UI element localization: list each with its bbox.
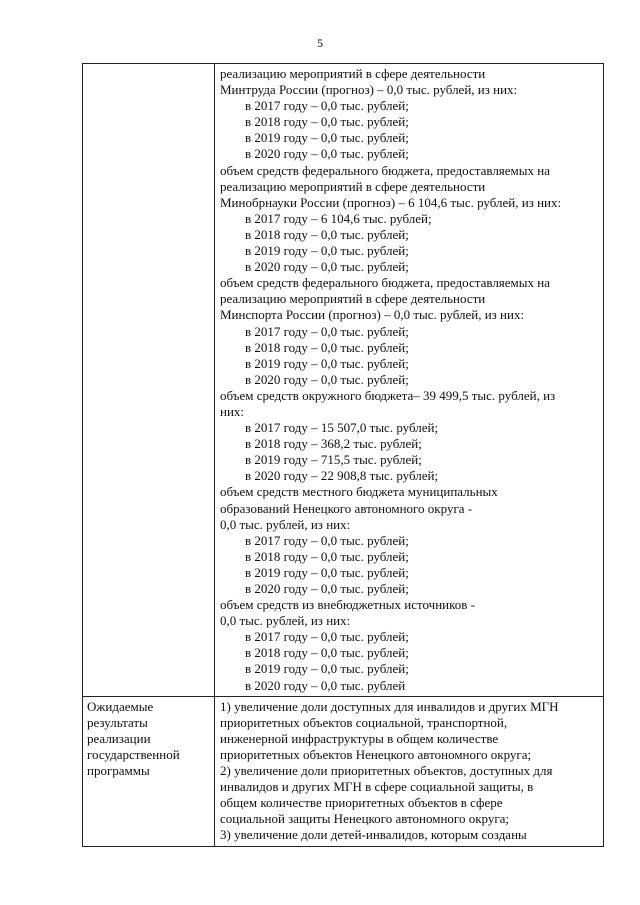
text-line: в 2019 году – 0,0 тыс. рублей; — [245, 661, 409, 677]
page-number: 5 — [317, 36, 323, 50]
text-line: приоритетных объектов Ненецкого автономного округа; — [220, 746, 532, 762]
text-line: программы — [87, 763, 150, 779]
program-passport-table — [82, 63, 604, 847]
text-line: объем средств федерального бюджета, предоставляемых на — [220, 162, 550, 178]
text-line: в 2017 году – 0,0 тыс. рублей; — [245, 98, 409, 114]
text-line: в 2020 году – 22 908,8 тыс. рублей; — [245, 468, 439, 484]
text-line: в 2020 году – 0,0 тыс. рублей; — [245, 146, 409, 162]
funding-label-cell — [83, 64, 215, 697]
text-line: результаты — [87, 714, 148, 730]
text-line: объем средств из внебюджетных источников - — [220, 597, 475, 613]
text-line: приоритетных объектов социальной, транспортной, — [220, 714, 508, 730]
text-line: в 2019 году – 0,0 тыс. рублей; — [245, 243, 409, 259]
text-line: объем средств федерального бюджета, предоставляемых на — [220, 275, 550, 291]
text-line: общем количестве приоритетных объектов в сфере — [220, 795, 503, 811]
text-line: в 2020 году – 0,0 тыс. рублей; — [245, 581, 409, 596]
text-line: Минобрнауки России (прогноз) – 6 104,6 тыс. рублей, из них: — [220, 194, 562, 210]
text-line: в 2018 году – 0,0 тыс. рублей; — [245, 114, 409, 130]
text-line: в 2020 году – 0,0 тыс. рублей; — [245, 371, 409, 387]
text-line: 0,0 тыс. рублей, из них: — [220, 613, 351, 629]
text-line: в 2017 году – 6 104,6 тыс. рублей; — [245, 210, 432, 226]
text-line: в 2019 году – 0,0 тыс. рублей; — [245, 130, 409, 146]
text-line: в 2019 году – 715,5 тыс. рублей; — [245, 452, 422, 468]
text-line: в 2018 году – 0,0 тыс. рублей; — [245, 645, 409, 661]
text-line: в 2018 году – 368,2 тыс. рублей; — [245, 436, 422, 452]
text-line: 2) увеличение доли приоритетных объектов, доступных для — [220, 763, 553, 779]
text-line: образований Ненецкого автономного округа - — [220, 500, 473, 516]
text-line: объем средств местного бюджета муниципальных — [220, 484, 498, 500]
text-line: 3) увеличение доли детей-инвалидов, которым созданы — [220, 827, 527, 843]
text-line: Минтруда России (прогноз) – 0,0 тыс. рублей, из них: — [220, 82, 518, 98]
text-line: 0,0 тыс. рублей, из них: — [220, 516, 351, 532]
text-line: в 2017 году – 0,0 тыс. рублей; — [245, 629, 409, 645]
text-line: в 2020 году – 0,0 тыс. рублей; — [245, 259, 409, 275]
text-line: в 2019 году – 0,0 тыс. рублей; — [245, 355, 409, 371]
text-line: реализацию мероприятий в сфере деятельности — [220, 291, 486, 307]
text-line: социальной защиты Ненецкого автономного округа; — [220, 811, 510, 827]
text-line: объем средств окружного бюджета– 39 499,5 тыс. рублей, из — [220, 387, 556, 403]
text-line: в 2017 году – 15 507,0 тыс. рублей; — [245, 420, 439, 436]
text-line: в 2018 году – 0,0 тыс. рублей; — [245, 339, 409, 355]
text-line: Ожидаемые — [87, 698, 154, 714]
text-line: в 2020 году – 0,0 тыс. рублей — [245, 677, 406, 693]
text-line: реализацию мероприятий в сфере деятельности — [220, 66, 486, 81]
text-line: в 2017 году – 0,0 тыс. рублей; — [245, 532, 409, 548]
text-line: в 2019 году – 0,0 тыс. рублей; — [245, 564, 409, 580]
table-row-results — [83, 696, 604, 846]
results-text-cell — [215, 696, 604, 846]
text-line: в 2018 году – 0,0 тыс. рублей; — [245, 226, 409, 242]
text-line: реализации — [87, 730, 151, 746]
text-line: 1) увеличение доли доступных для инвалидов и других МГН — [220, 698, 559, 714]
text-line: государственной — [87, 746, 180, 762]
funding-text-cell — [215, 64, 604, 697]
table-row-funding — [83, 64, 604, 697]
text-line: реализацию мероприятий в сфере деятельности — [220, 178, 486, 194]
text-line: инвалидов и других МГН в сфере социальной защиты, в — [220, 779, 534, 795]
text-line: Минспорта России (прогноз) – 0,0 тыс. рублей, из них: — [220, 307, 525, 323]
text-line: инженерной инфраструктуры в общем количестве — [220, 730, 499, 746]
text-line: них: — [220, 403, 245, 419]
results-label-cell — [83, 696, 215, 846]
text-line: в 2017 году – 0,0 тыс. рублей; — [245, 323, 409, 339]
text-line: в 2018 году – 0,0 тыс. рублей; — [245, 548, 409, 564]
